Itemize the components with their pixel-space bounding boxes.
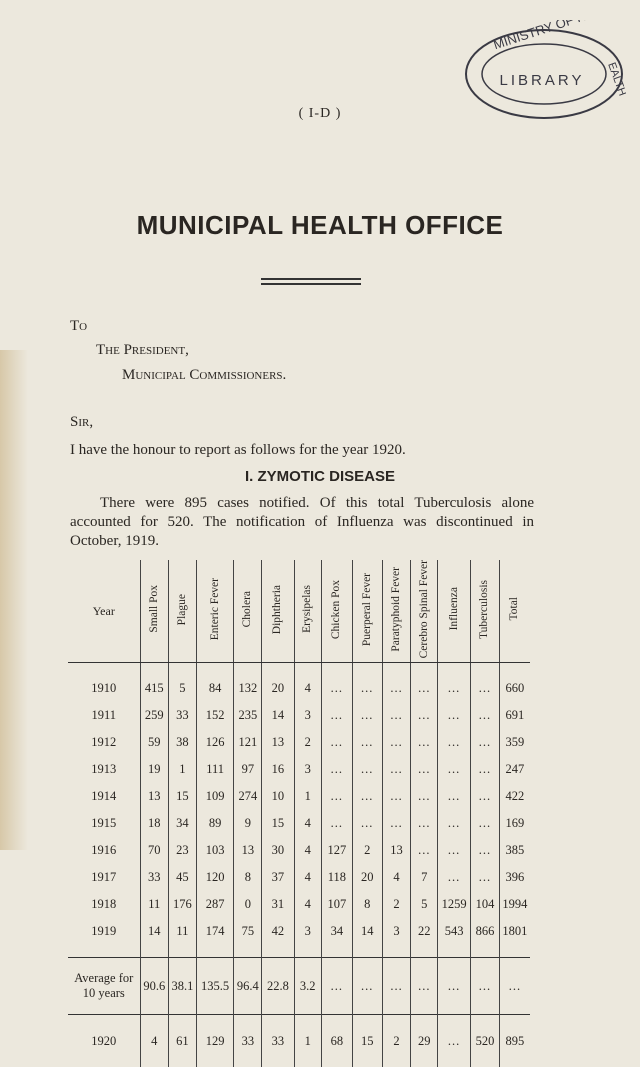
table-body — [68, 663, 530, 1067]
intro-text: I have the honour to report as follows for the year 1920. — [70, 442, 406, 458]
title-rule-bottom — [261, 283, 361, 285]
table-cell: ... — [438, 810, 471, 837]
table-cell: 11 — [140, 891, 169, 918]
table-cell: ... — [471, 783, 500, 810]
table-cell: 3 — [382, 918, 411, 945]
table-cell: 59 — [140, 729, 169, 756]
table-row — [68, 783, 530, 810]
table-cell: ... — [352, 756, 382, 783]
table-cell: ... — [321, 756, 352, 783]
table-cell: 235 — [234, 702, 262, 729]
svg-text:EALTH: EALTH — [605, 60, 626, 98]
table-cell: 103 — [196, 837, 234, 864]
table-cell: 14 — [352, 918, 382, 945]
column-header: Tuberculosis — [471, 560, 500, 663]
table-cell: 97 — [234, 756, 262, 783]
table-cell: ... — [352, 958, 382, 1015]
table-cell: 1994 — [499, 891, 530, 918]
table-cell: 33 — [234, 1015, 262, 1067]
table-cell: ... — [438, 756, 471, 783]
table-cell: 132 — [234, 675, 262, 702]
table-cell: 75 — [234, 918, 262, 945]
column-header: Erysipelas — [294, 560, 321, 663]
column-header: Plague — [169, 560, 197, 663]
year-1920-row — [68, 1015, 530, 1067]
table-cell: 2 — [382, 1015, 411, 1067]
table-cell: 84 — [196, 675, 234, 702]
table-cell: 895 — [499, 1015, 530, 1067]
table-cell: 396 — [499, 864, 530, 891]
table-cell: 19 — [140, 756, 169, 783]
table-cell: 38.1 — [169, 958, 197, 1015]
row-label: 1920 — [68, 1015, 140, 1067]
table-cell: ... — [499, 958, 530, 1015]
table-cell: ... — [411, 756, 438, 783]
table-cell: ... — [411, 837, 438, 864]
table-cell: 152 — [196, 702, 234, 729]
table-cell: 42 — [262, 918, 294, 945]
table-cell: ... — [382, 756, 411, 783]
row-label: 1910 — [91, 681, 117, 696]
column-header: Diphtheria — [262, 560, 294, 663]
table-row — [68, 810, 530, 837]
table-cell: ... — [438, 958, 471, 1015]
table-cell: ... — [411, 783, 438, 810]
addressee-line-1: The President, — [96, 342, 189, 358]
table-cell: 866 — [471, 918, 500, 945]
table-cell: ... — [471, 864, 500, 891]
table-cell: 33 — [169, 702, 197, 729]
table-cell: 2 — [382, 891, 411, 918]
column-header: Paratyphoid Fever — [382, 560, 411, 663]
table-cell: 15 — [262, 810, 294, 837]
row-label: 1916 — [91, 843, 117, 858]
table-cell: 20 — [262, 675, 294, 702]
table-cell: 22.8 — [262, 958, 294, 1015]
table-cell: 385 — [499, 837, 530, 864]
table-cell: 70 — [140, 837, 169, 864]
table-cell: 5 — [411, 891, 438, 918]
table-cell: ... — [471, 756, 500, 783]
table-cell: ... — [382, 729, 411, 756]
table-cell: ... — [471, 958, 500, 1015]
table-cell: 4 — [294, 810, 321, 837]
column-header: Influenza — [438, 560, 471, 663]
table-cell: ... — [352, 810, 382, 837]
table-cell: 3.2 — [294, 958, 321, 1015]
table-cell: 104 — [471, 891, 500, 918]
table-cell: 15 — [352, 1015, 382, 1067]
table-row — [68, 837, 530, 864]
table-cell: 33 — [140, 864, 169, 891]
salutation: Sir, — [70, 414, 94, 430]
table-cell: ... — [321, 702, 352, 729]
table-cell: 1 — [169, 756, 197, 783]
row-label: 1919 — [91, 924, 117, 939]
table-cell: 8 — [352, 891, 382, 918]
table-cell: 11 — [169, 918, 197, 945]
table-cell: 3 — [294, 756, 321, 783]
table-cell: 3 — [294, 702, 321, 729]
table-cell: 2 — [294, 729, 321, 756]
table-cell: ... — [411, 810, 438, 837]
table-cell: ... — [352, 675, 382, 702]
row-label: 1917 — [91, 870, 117, 885]
table-cell: ... — [382, 783, 411, 810]
table-cell: 121 — [234, 729, 262, 756]
table-cell: 0 — [234, 891, 262, 918]
row-label: Average for 10 years — [68, 958, 140, 1015]
addressee-line-2: Municipal Commissioners. — [122, 367, 287, 383]
table-cell: 45 — [169, 864, 197, 891]
table-cell: 31 — [262, 891, 294, 918]
table-cell: 1259 — [438, 891, 471, 918]
table-cell: 111 — [196, 756, 234, 783]
column-header: Cholera — [234, 560, 262, 663]
table-cell: 274 — [234, 783, 262, 810]
row-label: 1911 — [91, 708, 117, 723]
table-cell: ... — [438, 729, 471, 756]
table-cell: 1801 — [499, 918, 530, 945]
table-cell: ... — [321, 783, 352, 810]
table-cell: ... — [352, 783, 382, 810]
table-cell: 22 — [411, 918, 438, 945]
table-row — [68, 864, 530, 891]
table-cell: 4 — [382, 864, 411, 891]
table-cell: 174 — [196, 918, 234, 945]
table-cell: 359 — [499, 729, 530, 756]
table-cell: 13 — [262, 729, 294, 756]
table-cell: 120 — [196, 864, 234, 891]
table-cell: 4 — [140, 1015, 169, 1067]
table-cell: ... — [438, 702, 471, 729]
table-cell: 4 — [294, 891, 321, 918]
table-row — [68, 918, 530, 945]
page-number: ( I-D ) — [298, 106, 342, 121]
table-cell: 2 — [352, 837, 382, 864]
table-cell: 13 — [382, 837, 411, 864]
disease-table — [68, 560, 530, 1067]
table-cell: 247 — [499, 756, 530, 783]
table-cell: 61 — [169, 1015, 197, 1067]
table-cell: ... — [411, 702, 438, 729]
row-label: 1915 — [91, 816, 117, 831]
table-cell: 4 — [294, 675, 321, 702]
table-cell: 13 — [140, 783, 169, 810]
table-cell: 14 — [140, 918, 169, 945]
table-cell: 109 — [196, 783, 234, 810]
section-heading: I. ZYMOTIC DISEASE — [244, 468, 395, 485]
table-cell: 33 — [262, 1015, 294, 1067]
table-cell: ... — [411, 675, 438, 702]
table-cell: ... — [382, 702, 411, 729]
table-cell: 10 — [262, 783, 294, 810]
table-row — [68, 729, 530, 756]
table-cell: ... — [438, 675, 471, 702]
table-cell: 18 — [140, 810, 169, 837]
table-cell: ... — [471, 729, 500, 756]
table-cell: ... — [382, 675, 411, 702]
column-header: Enteric Fever — [196, 560, 234, 663]
table-cell: 15 — [169, 783, 197, 810]
table-header-row — [68, 560, 530, 663]
table-row — [68, 675, 530, 702]
table-cell: 68 — [321, 1015, 352, 1067]
table-cell: 7 — [411, 864, 438, 891]
table-row — [68, 702, 530, 729]
table-cell: ... — [411, 729, 438, 756]
page-edge-stain — [0, 350, 28, 850]
table-cell: ... — [438, 837, 471, 864]
table-cell: ... — [321, 810, 352, 837]
summary-paragraph: There were 895 cases notified. Of this total Tuberculosis alone accounted for 520. The notification of Influenza was discontinued in October, 1919. — [70, 495, 534, 549]
table-cell: ... — [438, 783, 471, 810]
table-cell: 4 — [294, 837, 321, 864]
table-cell: 30 — [262, 837, 294, 864]
table-cell: 107 — [321, 891, 352, 918]
table-cell: 129 — [196, 1015, 234, 1067]
table-cell: 20 — [352, 864, 382, 891]
column-header: Cerebro Spinal Fever — [411, 560, 438, 663]
row-label: 1912 — [91, 735, 117, 750]
table-cell: 1 — [294, 783, 321, 810]
table-cell: 127 — [321, 837, 352, 864]
table-cell: ... — [321, 729, 352, 756]
table-cell: ... — [352, 702, 382, 729]
addressee-to: To — [70, 318, 88, 334]
stamp-label: LIBRARY — [499, 72, 585, 89]
table-cell: 23 — [169, 837, 197, 864]
table-cell: 118 — [321, 864, 352, 891]
table-cell: ... — [471, 675, 500, 702]
page-title: MUNICIPAL HEALTH OFFICE — [136, 210, 504, 240]
table-cell: ... — [382, 958, 411, 1015]
table-cell: 259 — [140, 702, 169, 729]
table-cell: 34 — [169, 810, 197, 837]
table-cell: ... — [321, 958, 352, 1015]
table-cell: 9 — [234, 810, 262, 837]
table-cell: 543 — [438, 918, 471, 945]
table-cell: ... — [411, 958, 438, 1015]
table-cell: ... — [438, 864, 471, 891]
table-cell: ... — [471, 837, 500, 864]
table-cell: 34 — [321, 918, 352, 945]
row-label: 1918 — [91, 897, 117, 912]
table-cell: 126 — [196, 729, 234, 756]
table-cell: ... — [438, 1015, 471, 1067]
table-cell: 287 — [196, 891, 234, 918]
table-cell: 176 — [169, 891, 197, 918]
table-cell: 38 — [169, 729, 197, 756]
column-header: Year — [68, 560, 140, 663]
table-cell: 691 — [499, 702, 530, 729]
row-label: 1913 — [91, 762, 117, 777]
table-cell: 660 — [499, 675, 530, 702]
table-cell: 4 — [294, 864, 321, 891]
title-rule-top — [261, 278, 361, 280]
table-cell: 29 — [411, 1015, 438, 1067]
table-row — [68, 756, 530, 783]
average-row — [68, 958, 530, 1015]
svg-text:MINISTRY OF H: MINISTRY OF H — [491, 20, 588, 53]
table-cell: 16 — [262, 756, 294, 783]
table-cell: 422 — [499, 783, 530, 810]
table-cell: 8 — [234, 864, 262, 891]
row-label: 1914 — [91, 789, 117, 804]
table-cell: ... — [471, 702, 500, 729]
column-header: Puerperal Fever — [352, 560, 382, 663]
column-header: Small Pox — [140, 560, 169, 663]
table-cell: 14 — [262, 702, 294, 729]
table-cell: ... — [471, 810, 500, 837]
table-cell: 90.6 — [140, 958, 169, 1015]
table-cell: 135.5 — [196, 958, 234, 1015]
table-cell: 415 — [140, 675, 169, 702]
table-cell: 13 — [234, 837, 262, 864]
table-cell: 5 — [169, 675, 197, 702]
table-cell: 96.4 — [234, 958, 262, 1015]
table-cell: 520 — [471, 1015, 500, 1067]
table-cell: 89 — [196, 810, 234, 837]
table-cell: 3 — [294, 918, 321, 945]
table-cell: ... — [382, 810, 411, 837]
column-header: Chicken Pox — [321, 560, 352, 663]
table-cell: 37 — [262, 864, 294, 891]
table-cell: 169 — [499, 810, 530, 837]
table-row — [68, 891, 530, 918]
table-cell: ... — [352, 729, 382, 756]
table-cell: ... — [321, 675, 352, 702]
table-cell: 1 — [294, 1015, 321, 1067]
column-header: Total — [499, 560, 530, 663]
